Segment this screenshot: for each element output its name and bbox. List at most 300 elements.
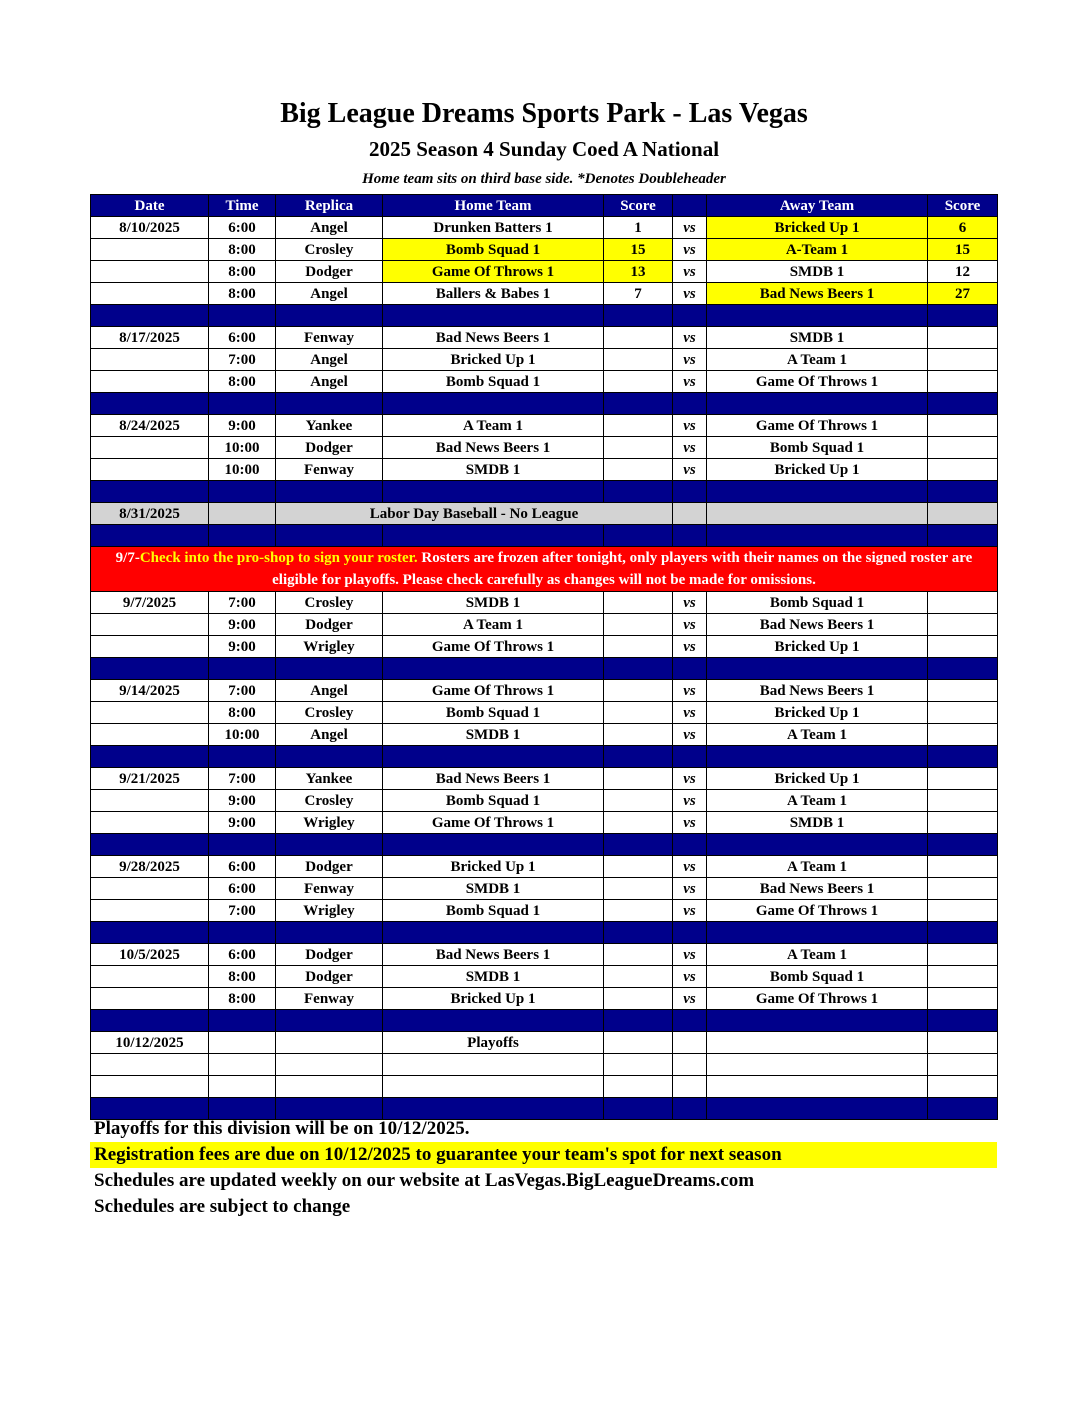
away-team: A Team 1 [707, 349, 928, 371]
away-score [928, 415, 998, 437]
vs-label: vs [673, 988, 707, 1010]
home-score: 13 [604, 261, 673, 283]
holiday-text: Labor Day Baseball - No League [276, 503, 673, 525]
separator-cell [673, 746, 707, 768]
away-score: 27 [928, 283, 998, 305]
away-score [928, 680, 998, 702]
game-date [91, 437, 209, 459]
away-score [928, 614, 998, 636]
separator-cell [707, 305, 928, 327]
home-team: SMDB 1 [383, 724, 604, 746]
separator-cell [673, 834, 707, 856]
away-team: Bad News Beers 1 [707, 878, 928, 900]
home-score [604, 680, 673, 702]
away-team: Game Of Throws 1 [707, 415, 928, 437]
separator-cell [673, 1010, 707, 1032]
home-team: Bomb Squad 1 [383, 702, 604, 724]
game-date: 9/28/2025 [91, 856, 209, 878]
separator-cell [604, 481, 673, 503]
separator-row [91, 746, 998, 768]
empty-cell [928, 1054, 998, 1076]
game-time: 8:00 [209, 283, 276, 305]
separator-cell [673, 525, 707, 547]
vs-label: vs [673, 437, 707, 459]
blank-row [91, 1076, 998, 1098]
separator-cell [209, 834, 276, 856]
away-team: Bad News Beers 1 [707, 614, 928, 636]
game-time: 9:00 [209, 790, 276, 812]
game-row [91, 768, 998, 790]
column-header-away-team: Away Team [707, 195, 928, 217]
empty-cell [209, 503, 276, 525]
vs-label: vs [673, 812, 707, 834]
separator-cell [707, 393, 928, 415]
game-field: Crosley [276, 592, 383, 614]
away-team: Bricked Up 1 [707, 217, 928, 239]
separator-row [91, 481, 998, 503]
home-score [604, 856, 673, 878]
home-team: Game Of Throws 1 [383, 812, 604, 834]
empty-cell [383, 1054, 604, 1076]
away-score [928, 592, 998, 614]
vs-label: vs [673, 459, 707, 481]
empty-cell [673, 1054, 707, 1076]
game-time: 8:00 [209, 239, 276, 261]
separator-cell [383, 922, 604, 944]
away-team: SMDB 1 [707, 812, 928, 834]
away-score: 6 [928, 217, 998, 239]
away-team: A Team 1 [707, 856, 928, 878]
separator-row [91, 658, 998, 680]
column-header-replica: Replica [276, 195, 383, 217]
separator-row [91, 525, 998, 547]
game-date: 8/10/2025 [91, 217, 209, 239]
column-header-home-team: Home Team [383, 195, 604, 217]
home-score [604, 415, 673, 437]
game-time: 7:00 [209, 680, 276, 702]
empty-cell [673, 503, 707, 525]
game-time: 7:00 [209, 768, 276, 790]
home-score [604, 724, 673, 746]
holiday-row [91, 503, 998, 525]
game-date: 10/5/2025 [91, 944, 209, 966]
home-score [604, 702, 673, 724]
separator-cell [276, 305, 383, 327]
vs-label: vs [673, 944, 707, 966]
separator-cell [928, 834, 998, 856]
game-row [91, 459, 998, 481]
separator-cell [673, 922, 707, 944]
game-row [91, 878, 998, 900]
home-score [604, 768, 673, 790]
away-score: 15 [928, 239, 998, 261]
away-score [928, 944, 998, 966]
game-field: Wrigley [276, 900, 383, 922]
vs-label: vs [673, 768, 707, 790]
away-team: A-Team 1 [707, 239, 928, 261]
game-date: 9/7/2025 [91, 592, 209, 614]
game-row [91, 614, 998, 636]
separator-cell [707, 1010, 928, 1032]
separator-cell [383, 305, 604, 327]
vs-label: vs [673, 592, 707, 614]
empty-cell [707, 1032, 928, 1054]
game-row [91, 680, 998, 702]
vs-label: vs [673, 415, 707, 437]
separator-cell [276, 393, 383, 415]
home-score: 15 [604, 239, 673, 261]
game-time: 6:00 [209, 856, 276, 878]
game-date [91, 966, 209, 988]
separator-cell [928, 525, 998, 547]
home-score [604, 636, 673, 658]
home-score [604, 592, 673, 614]
game-field: Dodger [276, 614, 383, 636]
game-date [91, 790, 209, 812]
empty-cell [209, 1054, 276, 1076]
game-date [91, 702, 209, 724]
game-time: 8:00 [209, 702, 276, 724]
separator-row [91, 834, 998, 856]
empty-cell [604, 1054, 673, 1076]
home-team: Bad News Beers 1 [383, 327, 604, 349]
home-score [604, 966, 673, 988]
home-team: SMDB 1 [383, 966, 604, 988]
column-header-vs [673, 195, 707, 217]
separator-cell [91, 393, 209, 415]
empty-cell [276, 1054, 383, 1076]
separator-cell [383, 1010, 604, 1032]
vs-label: vs [673, 283, 707, 305]
away-score [928, 966, 998, 988]
home-team: Bomb Squad 1 [383, 371, 604, 393]
game-date [91, 459, 209, 481]
home-score [604, 988, 673, 1010]
game-time: 10:00 [209, 459, 276, 481]
empty-cell [707, 1076, 928, 1098]
game-date [91, 988, 209, 1010]
footer-registration-note: Registration fees are due on 10/12/2025 to guarantee your team's spot for next season [90, 1142, 997, 1168]
empty-cell [673, 1076, 707, 1098]
home-score [604, 790, 673, 812]
home-team: A Team 1 [383, 415, 604, 437]
vs-label: vs [673, 680, 707, 702]
away-score [928, 988, 998, 1010]
game-row [91, 966, 998, 988]
table-header-row [91, 195, 998, 217]
separator-cell [91, 922, 209, 944]
separator-cell [928, 746, 998, 768]
game-date [91, 261, 209, 283]
separator-row [91, 305, 998, 327]
home-team: Bad News Beers 1 [383, 944, 604, 966]
game-date [91, 371, 209, 393]
separator-cell [209, 746, 276, 768]
home-score [604, 371, 673, 393]
separator-cell [383, 834, 604, 856]
away-score [928, 724, 998, 746]
column-header-home-score: Score [604, 195, 673, 217]
vs-label: vs [673, 327, 707, 349]
game-time: 9:00 [209, 415, 276, 437]
vs-label: vs [673, 614, 707, 636]
game-field: Yankee [276, 768, 383, 790]
separator-cell [604, 834, 673, 856]
separator-cell [673, 658, 707, 680]
playoffs-date: 10/12/2025 [91, 1032, 209, 1054]
separator-cell [928, 1010, 998, 1032]
game-field: Angel [276, 680, 383, 702]
game-date [91, 614, 209, 636]
home-score [604, 944, 673, 966]
game-row [91, 790, 998, 812]
empty-cell [928, 1076, 998, 1098]
game-date: 9/21/2025 [91, 768, 209, 790]
home-team: Bad News Beers 1 [383, 437, 604, 459]
empty-cell [276, 1076, 383, 1098]
separator-cell [928, 305, 998, 327]
notice-highlight: Check into the pro-shop to sign your roster. [139, 550, 418, 566]
away-score [928, 349, 998, 371]
separator-cell [604, 525, 673, 547]
page-title: Big League Dreams Sports Park - Las Vegas [280, 98, 808, 129]
game-time: 6:00 [209, 327, 276, 349]
game-field: Dodger [276, 966, 383, 988]
home-team: Game Of Throws 1 [383, 261, 604, 283]
separator-cell [707, 658, 928, 680]
home-team: Game Of Throws 1 [383, 636, 604, 658]
away-team: Bomb Squad 1 [707, 592, 928, 614]
away-team: Game Of Throws 1 [707, 900, 928, 922]
separator-cell [673, 481, 707, 503]
schedule-body [91, 217, 998, 1120]
game-field: Dodger [276, 261, 383, 283]
away-team: Game Of Throws 1 [707, 988, 928, 1010]
away-score [928, 459, 998, 481]
away-team: Bad News Beers 1 [707, 680, 928, 702]
separator-cell [673, 393, 707, 415]
away-team: A Team 1 [707, 790, 928, 812]
notice-text: Rosters are frozen after tonight, only players with their names on the signed roster are eligible for playoffs. Please check carefully as changes will not be made for omissions. [272, 550, 973, 588]
away-score [928, 768, 998, 790]
empty-cell [928, 1032, 998, 1054]
away-team: Bricked Up 1 [707, 768, 928, 790]
away-score [928, 900, 998, 922]
vs-label: vs [673, 217, 707, 239]
away-team: Bricked Up 1 [707, 636, 928, 658]
separator-cell [707, 922, 928, 944]
away-team: Bomb Squad 1 [707, 966, 928, 988]
game-row [91, 592, 998, 614]
game-row [91, 856, 998, 878]
game-time: 10:00 [209, 724, 276, 746]
away-team: A Team 1 [707, 944, 928, 966]
separator-cell [383, 658, 604, 680]
away-score [928, 327, 998, 349]
separator-cell [91, 525, 209, 547]
away-team: Bomb Squad 1 [707, 437, 928, 459]
home-team: Drunken Batters 1 [383, 217, 604, 239]
home-score: 7 [604, 283, 673, 305]
home-score [604, 349, 673, 371]
away-team: Bad News Beers 1 [707, 283, 928, 305]
game-time: 8:00 [209, 371, 276, 393]
separator-cell [209, 481, 276, 503]
separator-cell [928, 658, 998, 680]
game-field: Wrigley [276, 636, 383, 658]
home-team: Bricked Up 1 [383, 856, 604, 878]
home-score [604, 327, 673, 349]
game-field: Fenway [276, 327, 383, 349]
game-field: Fenway [276, 988, 383, 1010]
away-score: 12 [928, 261, 998, 283]
home-team: Bomb Squad 1 [383, 900, 604, 922]
separator-cell [604, 393, 673, 415]
separator-cell [276, 525, 383, 547]
game-row [91, 283, 998, 305]
separator-cell [383, 481, 604, 503]
away-team: SMDB 1 [707, 261, 928, 283]
game-date [91, 283, 209, 305]
game-time: 6:00 [209, 217, 276, 239]
game-time: 8:00 [209, 988, 276, 1010]
home-team: Ballers & Babes 1 [383, 283, 604, 305]
separator-cell [91, 834, 209, 856]
separator-cell [91, 1010, 209, 1032]
game-field: Angel [276, 724, 383, 746]
schedule-table [90, 194, 998, 1120]
game-field: Fenway [276, 878, 383, 900]
away-score [928, 702, 998, 724]
home-team: SMDB 1 [383, 878, 604, 900]
game-field: Wrigley [276, 812, 383, 834]
separator-cell [209, 922, 276, 944]
home-team: SMDB 1 [383, 459, 604, 481]
separator-cell [604, 746, 673, 768]
holiday-date: 8/31/2025 [91, 503, 209, 525]
away-team: A Team 1 [707, 724, 928, 746]
game-time: 6:00 [209, 878, 276, 900]
game-field: Angel [276, 217, 383, 239]
home-score [604, 900, 673, 922]
vs-label: vs [673, 878, 707, 900]
empty-cell [673, 1032, 707, 1054]
separator-cell [91, 305, 209, 327]
game-row [91, 349, 998, 371]
separator-cell [91, 658, 209, 680]
playoffs-label: Playoffs [383, 1032, 604, 1054]
empty-cell [91, 1076, 209, 1098]
separator-cell [209, 305, 276, 327]
home-team: Bricked Up 1 [383, 988, 604, 1010]
home-team: Game Of Throws 1 [383, 680, 604, 702]
game-date [91, 724, 209, 746]
empty-cell [209, 1032, 276, 1054]
vs-label: vs [673, 702, 707, 724]
away-team: Bricked Up 1 [707, 459, 928, 481]
game-field: Crosley [276, 239, 383, 261]
separator-cell [928, 393, 998, 415]
page-note: Home team sits on third base side. *Denotes Doubleheader [362, 171, 726, 187]
game-date [91, 900, 209, 922]
home-score [604, 459, 673, 481]
column-header-time: Time [209, 195, 276, 217]
footer-playoffs-note: Playoffs for this division will be on 10/12/2025. [94, 1118, 470, 1139]
game-date [91, 349, 209, 371]
separator-cell [383, 525, 604, 547]
game-time: 7:00 [209, 592, 276, 614]
vs-label: vs [673, 790, 707, 812]
separator-cell [707, 834, 928, 856]
separator-cell [276, 1010, 383, 1032]
game-date: 9/14/2025 [91, 680, 209, 702]
home-score: 1 [604, 217, 673, 239]
footer-change-note: Schedules are subject to change [94, 1196, 351, 1217]
separator-cell [928, 922, 998, 944]
playoffs-row [91, 1032, 998, 1054]
game-field: Fenway [276, 459, 383, 481]
separator-cell [604, 305, 673, 327]
home-score [604, 812, 673, 834]
game-row [91, 944, 998, 966]
separator-cell [91, 746, 209, 768]
game-time: 7:00 [209, 349, 276, 371]
game-time: 9:00 [209, 812, 276, 834]
vs-label: vs [673, 349, 707, 371]
separator-cell [276, 746, 383, 768]
away-team: Bricked Up 1 [707, 702, 928, 724]
game-field: Dodger [276, 437, 383, 459]
home-score [604, 878, 673, 900]
separator-cell [91, 481, 209, 503]
game-date [91, 878, 209, 900]
game-row [91, 261, 998, 283]
empty-cell [707, 503, 928, 525]
game-row [91, 371, 998, 393]
away-score [928, 878, 998, 900]
home-team: Bad News Beers 1 [383, 768, 604, 790]
away-score [928, 636, 998, 658]
game-date [91, 239, 209, 261]
game-row [91, 239, 998, 261]
game-field: Angel [276, 371, 383, 393]
vs-label: vs [673, 966, 707, 988]
separator-cell [604, 922, 673, 944]
notice-date: 9/7- [115, 550, 140, 566]
home-team: Bricked Up 1 [383, 349, 604, 371]
game-row [91, 437, 998, 459]
away-score [928, 856, 998, 878]
empty-cell [91, 1054, 209, 1076]
away-score [928, 812, 998, 834]
game-row [91, 702, 998, 724]
game-field: Dodger [276, 856, 383, 878]
away-team: Game Of Throws 1 [707, 371, 928, 393]
roster-notice [91, 547, 998, 592]
separator-cell [276, 658, 383, 680]
game-date [91, 812, 209, 834]
separator-cell [383, 393, 604, 415]
separator-cell [707, 525, 928, 547]
vs-label: vs [673, 636, 707, 658]
empty-cell [276, 1032, 383, 1054]
home-team: Bomb Squad 1 [383, 790, 604, 812]
game-row [91, 724, 998, 746]
game-row [91, 812, 998, 834]
game-time: 9:00 [209, 636, 276, 658]
separator-cell [707, 746, 928, 768]
game-time: 8:00 [209, 261, 276, 283]
